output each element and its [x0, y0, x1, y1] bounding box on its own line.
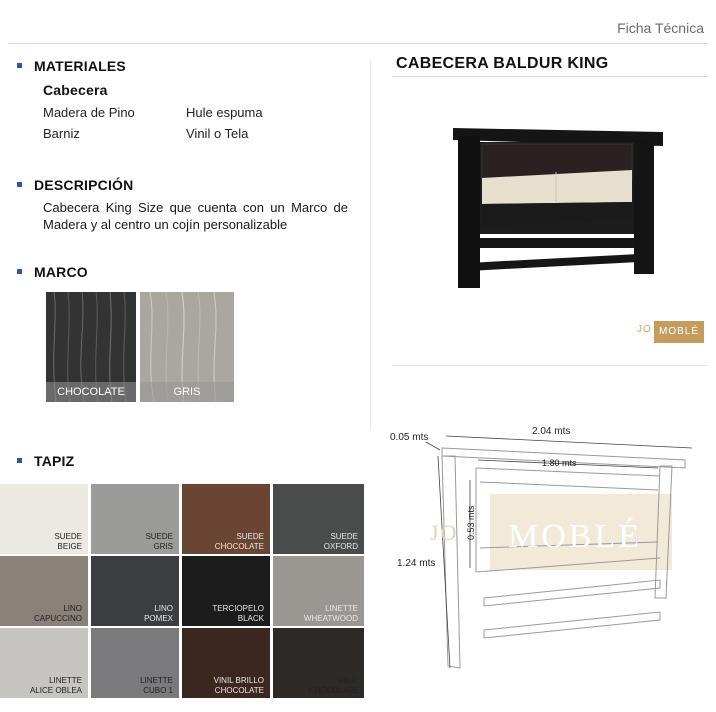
bullet-icon — [17, 269, 22, 274]
tile-label: TERCIOPELO BLACK — [212, 604, 264, 623]
tile-label: LINO POMEX — [144, 604, 173, 623]
tile-label: LINO CAPUCCINO — [33, 604, 82, 623]
tapiz-grid — [0, 484, 364, 700]
tapiz-heading: TAPIZ — [34, 453, 75, 469]
descripcion-heading: DESCRIPCIÓN — [34, 177, 134, 193]
tapiz-tile — [0, 484, 88, 554]
tapiz-tile — [273, 484, 364, 554]
headboard-photo — [448, 122, 670, 290]
dim-inner-width: 1.80 mts — [542, 458, 577, 468]
tile-label: VINIL CHOCOLATE — [308, 676, 358, 695]
watermark-jo: JO — [430, 520, 459, 545]
swatch-label: GRIS — [140, 382, 234, 402]
section-divider — [392, 365, 708, 366]
dim-depth: 0.05 mts — [390, 432, 429, 443]
swatch-label: CHOCOLATE — [46, 382, 136, 402]
material-item: Barniz — [43, 126, 80, 141]
tapiz-tile — [273, 556, 364, 626]
tapiz-tile — [91, 628, 179, 698]
tapiz-tile — [182, 628, 270, 698]
material-item: Hule espuma — [186, 105, 263, 120]
bullet-icon — [17, 182, 22, 187]
tapiz-tile — [0, 628, 88, 698]
brand-logo-jo: JO — [637, 324, 652, 335]
dim-height: 1.24 mts — [397, 558, 436, 569]
bullet-icon — [17, 63, 22, 68]
bullet-icon — [17, 458, 22, 463]
tile-label: VINIL BRILLO CHOCOLATE — [213, 676, 264, 695]
materiales-heading: MATERIALES — [34, 58, 126, 74]
tapiz-tile — [273, 628, 364, 698]
tapiz-tile — [182, 556, 270, 626]
tile-label: LINETTE ALICE OBLEA — [29, 676, 82, 695]
title-divider — [392, 76, 708, 77]
swatch-chocolate — [46, 292, 136, 402]
tile-label: SUEDE OXFORD — [323, 532, 358, 551]
tapiz-tile — [182, 484, 270, 554]
tile-label: SUEDE GRIS — [145, 532, 173, 551]
tile-label: LINETTE WHEATWOOD — [303, 604, 358, 623]
descripcion-text: Cabecera King Size que cuenta con un Marco de Madera y al centro un cojín personalizable — [43, 200, 348, 232]
watermark-moble: MOBLÉ — [508, 518, 642, 555]
page-header-title: Ficha Técnica — [617, 20, 704, 36]
tile-label: SUEDE CHOCOLATE — [214, 532, 264, 551]
tile-label: LINETTE CUBO 1 — [140, 676, 173, 695]
product-title: CABECERA BALDUR KING — [396, 55, 609, 72]
marco-heading: MARCO — [34, 264, 88, 280]
brand-logo-moble: MOBLÉ — [654, 321, 704, 343]
tapiz-tile — [91, 484, 179, 554]
tile-label: SUEDE BEIGE — [54, 532, 82, 551]
dim-cushion-height: 0.53 mts — [466, 505, 476, 540]
header-divider — [8, 43, 708, 44]
material-item: Vinil o Tela — [186, 126, 249, 141]
tapiz-tile — [0, 556, 88, 626]
column-divider — [370, 60, 371, 430]
tapiz-tile — [91, 556, 179, 626]
material-item: Madera de Pino — [43, 105, 135, 120]
materiales-subheading: Cabecera — [43, 82, 108, 98]
swatch-gris — [140, 292, 230, 402]
dim-width: 2.04 mts — [532, 426, 571, 437]
